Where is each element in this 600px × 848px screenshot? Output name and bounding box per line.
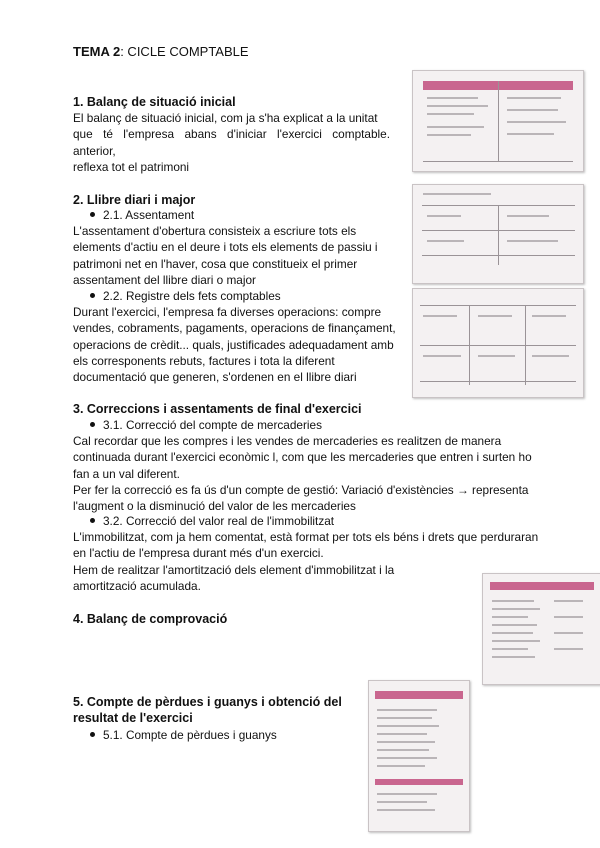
ledger-register-photo <box>412 288 584 398</box>
journal-entry-photo <box>412 184 584 284</box>
trial-balance-photo <box>482 573 600 685</box>
section-5-heading: 5. Compte de pèrdues i guanys i obtenció del resultat de l'exercici <box>73 695 342 725</box>
section-3-para-2: Per fer la correcció es fa ús d'un compte de gestió: Variació d'existències → representa l'augment o la disminució del valor de les mercaderies <box>73 483 529 514</box>
bullet-3-2: 3.2. Correcció del valor real de l'immobilitzat <box>90 513 334 529</box>
balance-sheet-photo <box>412 70 584 172</box>
page-title: TEMA 2: CICLE COMPTABLE <box>73 44 249 59</box>
profit-loss-photo <box>368 680 470 832</box>
bullet-3-1: 3.1. Correcció del compte de mercaderies <box>90 417 322 433</box>
section-3-para-4: Hem de realitzar l'amortització dels element d'immobilitzat i la amortització acumulada. <box>73 563 395 594</box>
section-2-para-1: L'assentament d'obertura consisteix a escriure tots els elements d'actiu en el deure i tots els elements de passiu i patrimoni net en l'haver, cosa que constitueix el primer assentament del llibre diari o major <box>73 224 378 287</box>
bullet-2-2: 2.2. Registre dels fets comptables <box>90 288 281 304</box>
section-2-para-2: Durant l'exercici, l'empresa fa diverses operacions: compre vendes, cobraments, pagaments, operacions de finançament, operacions de crèdit... quals, justificades adequadament amb els corresponents rebuts, factures i tota la diferent documentació que generen, s'ordenen en el llibre diari <box>73 305 396 385</box>
section-2-heading: 2. Llibre diari i major <box>73 193 196 207</box>
bullet-5-1: 5.1. Compte de pèrdues i guanys <box>90 727 277 743</box>
section-4-heading: 4. Balanç de comprovació <box>73 612 228 626</box>
section-3-para-3: L'immobilitzat, com ja hem comentat, està format per tots els béns i drets que perduraran en l'actiu de l'empresa durant més d'un exercici. <box>73 530 539 561</box>
section-3-heading: 3. Correccions i assentaments de final d'exercici <box>73 402 362 416</box>
section-1-heading: 1. Balanç de situació inicial <box>73 95 236 109</box>
bullet-2-1: 2.1. Assentament <box>90 207 194 223</box>
section-3-para-1: Cal recordar que les compres i les vendes de mercaderies es realitzen de manera continuada durant l'exercici econòmic l, com que les mercaderies que entren i surten ho fan a un val diferent. <box>73 434 532 481</box>
section-1-text: El balanç de situació inicial, com ja s'ha explicat a la unitat que té l'empresa abans d'iniciar l'exercici comptable. anterior, reflexa tot el patrimoni <box>73 111 390 174</box>
